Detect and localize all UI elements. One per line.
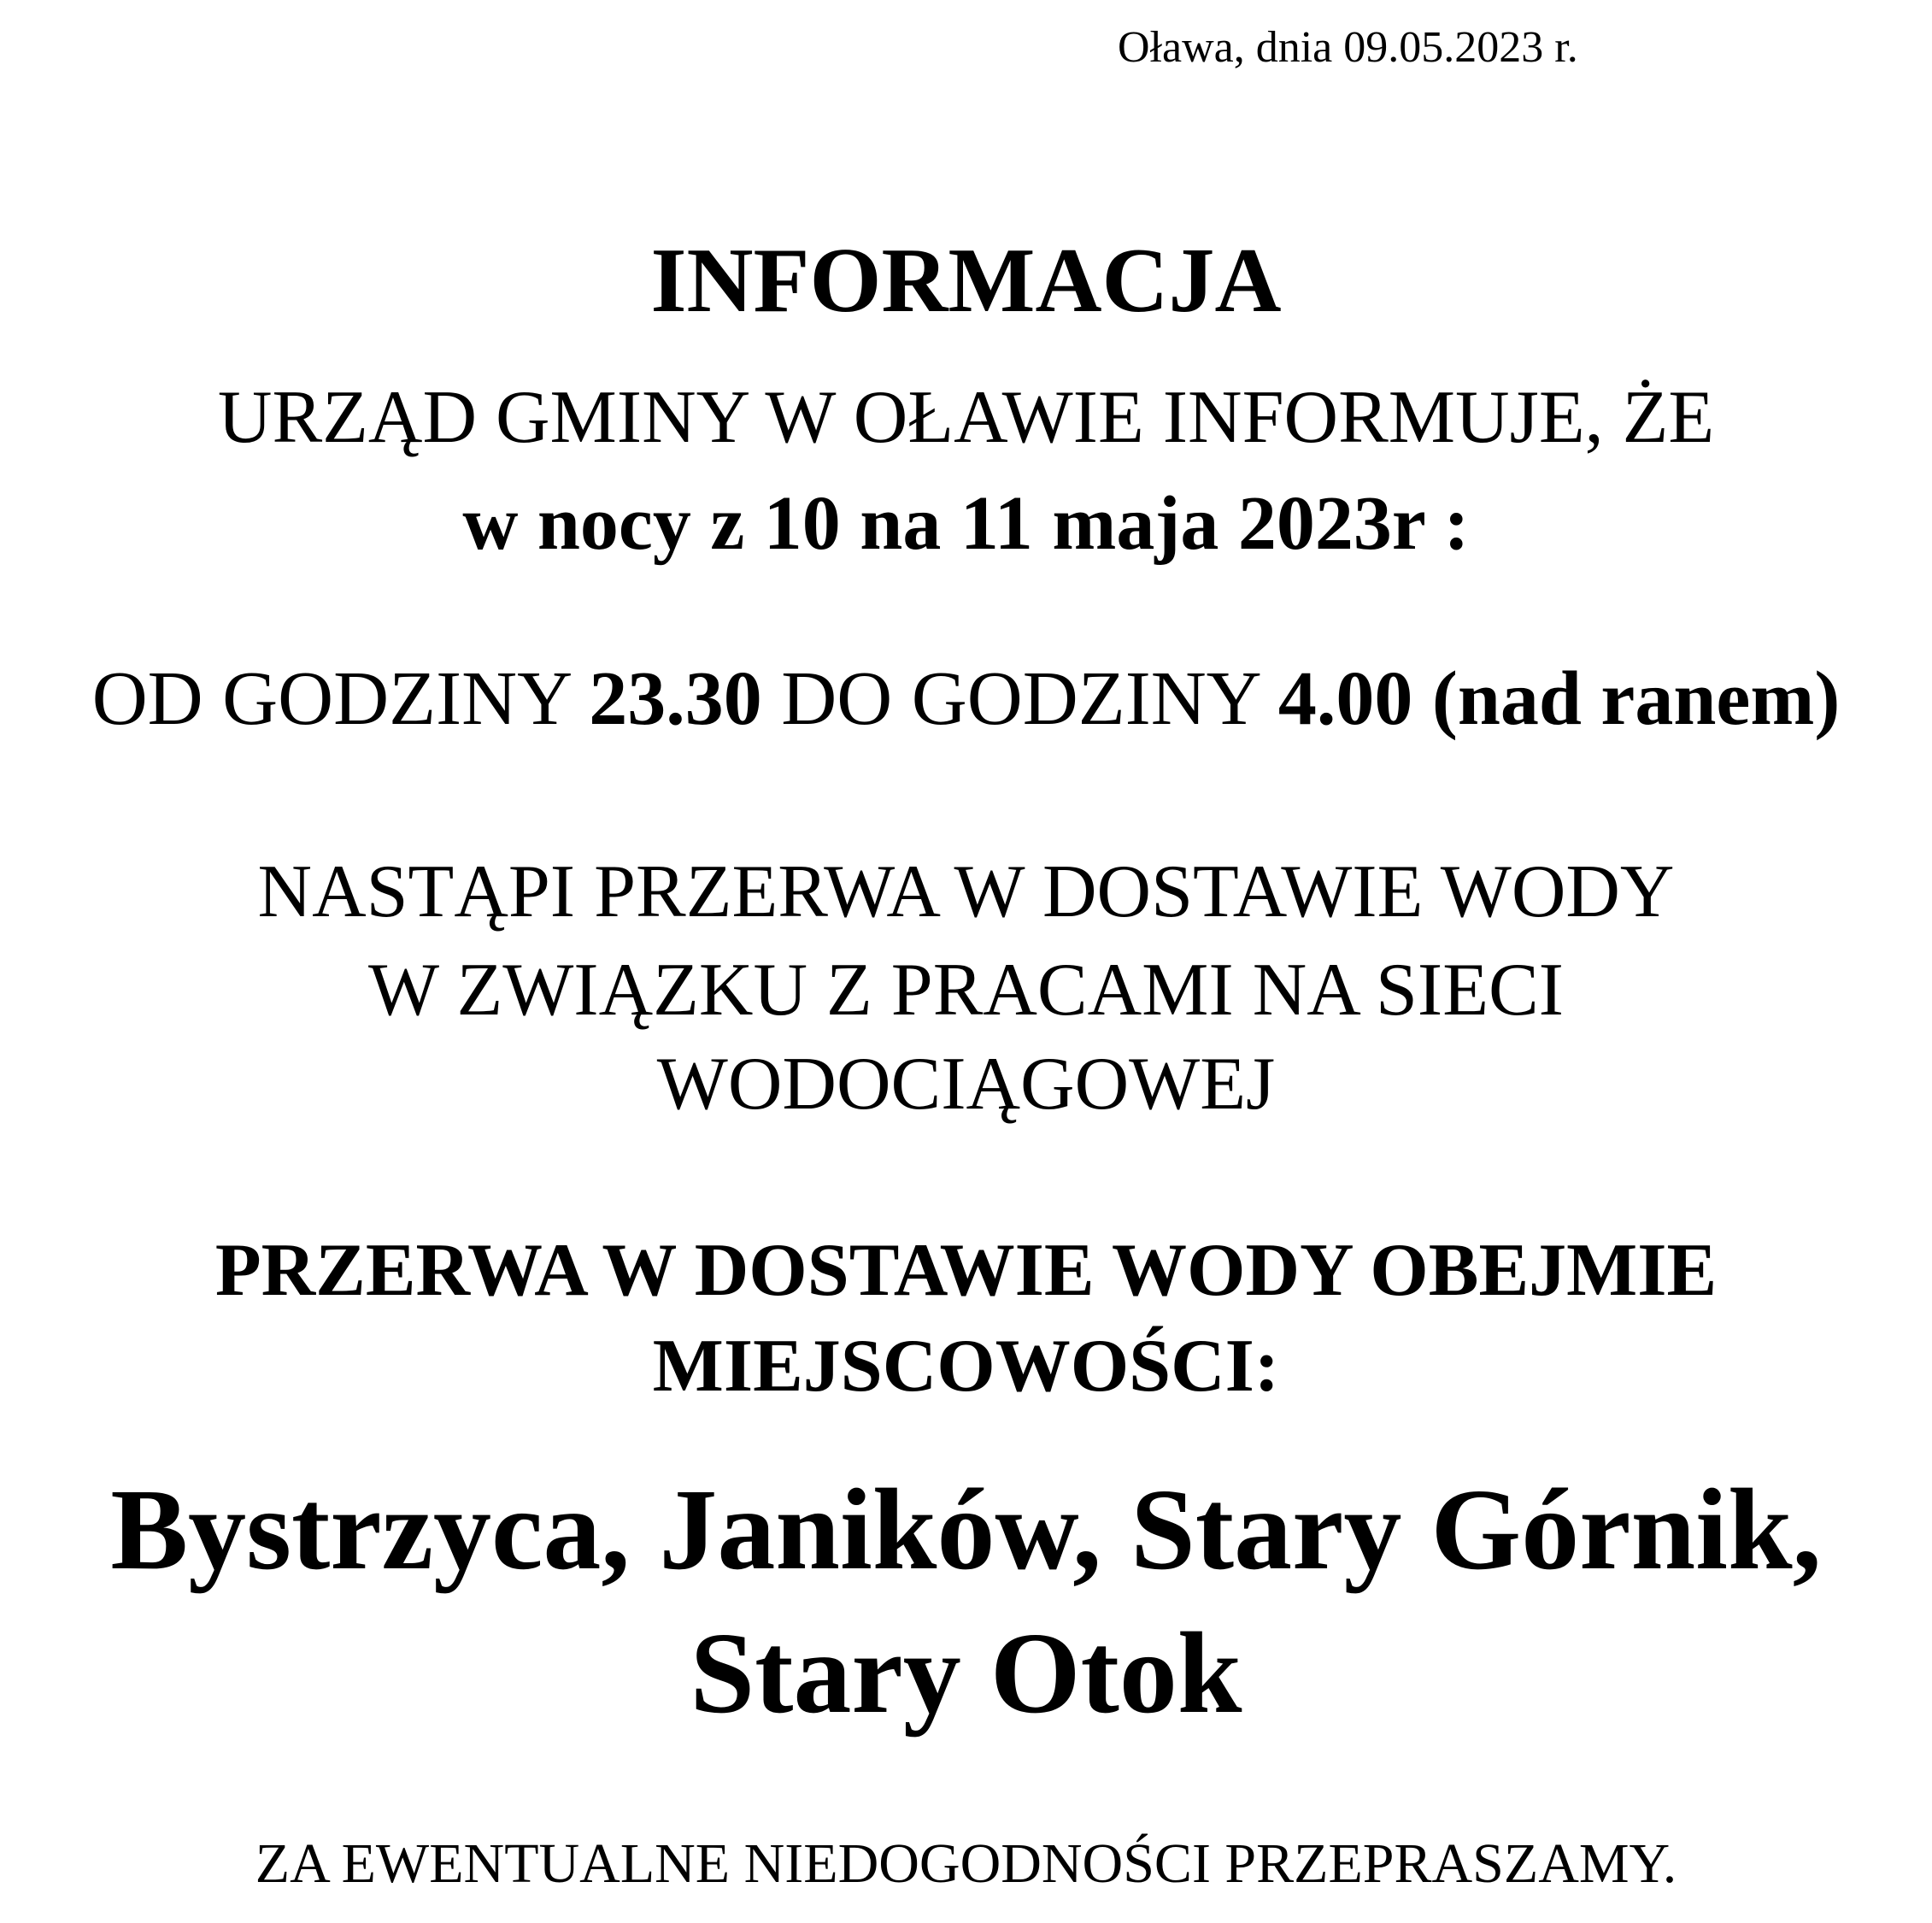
date-line: Oława, dnia 09.05.2023 r.	[1118, 23, 1578, 72]
interruption-line-2: W ZWIĄZKU Z PRACAMI NA SIECI	[368, 949, 1564, 1032]
scope-line-1: PRZERWA W DOSTAWIE WODY OBEJMIE	[214, 1229, 1718, 1312]
hours-to-time: 4.00 (nad ranem)	[1277, 656, 1841, 741]
hours-line	[0, 656, 1932, 741]
apology-line: ZA EWENTUALNE NIEDOGODNOŚCI PRZEPRASZAMY.	[255, 1832, 1677, 1895]
hours-to-label: DO GODZINY	[761, 656, 1278, 741]
interruption-line-3: WODOCIĄGOWEJ	[656, 1043, 1276, 1126]
hours-from-label: OD GODZINY	[91, 656, 590, 741]
intro-line: URZĄD GMINY W OŁAWIE INFORMUJE, ŻE	[217, 376, 1715, 459]
interruption-line-1: NASTĄPI PRZERWA W DOSTAWIE WODY	[257, 850, 1675, 933]
notice-title: INFORMACJA	[650, 230, 1282, 332]
places-line-1: Bystrzyca, Janików, Stary Górnik,	[110, 1466, 1822, 1594]
night-date-line: w nocy z 10 na 11 maja 2023r :	[462, 481, 1470, 566]
hours-from-time: 23.30	[589, 656, 762, 741]
places-line-2: Stary Otok	[690, 1609, 1242, 1738]
scope-line-2: MIEJSCOWOŚCI:	[652, 1325, 1280, 1408]
